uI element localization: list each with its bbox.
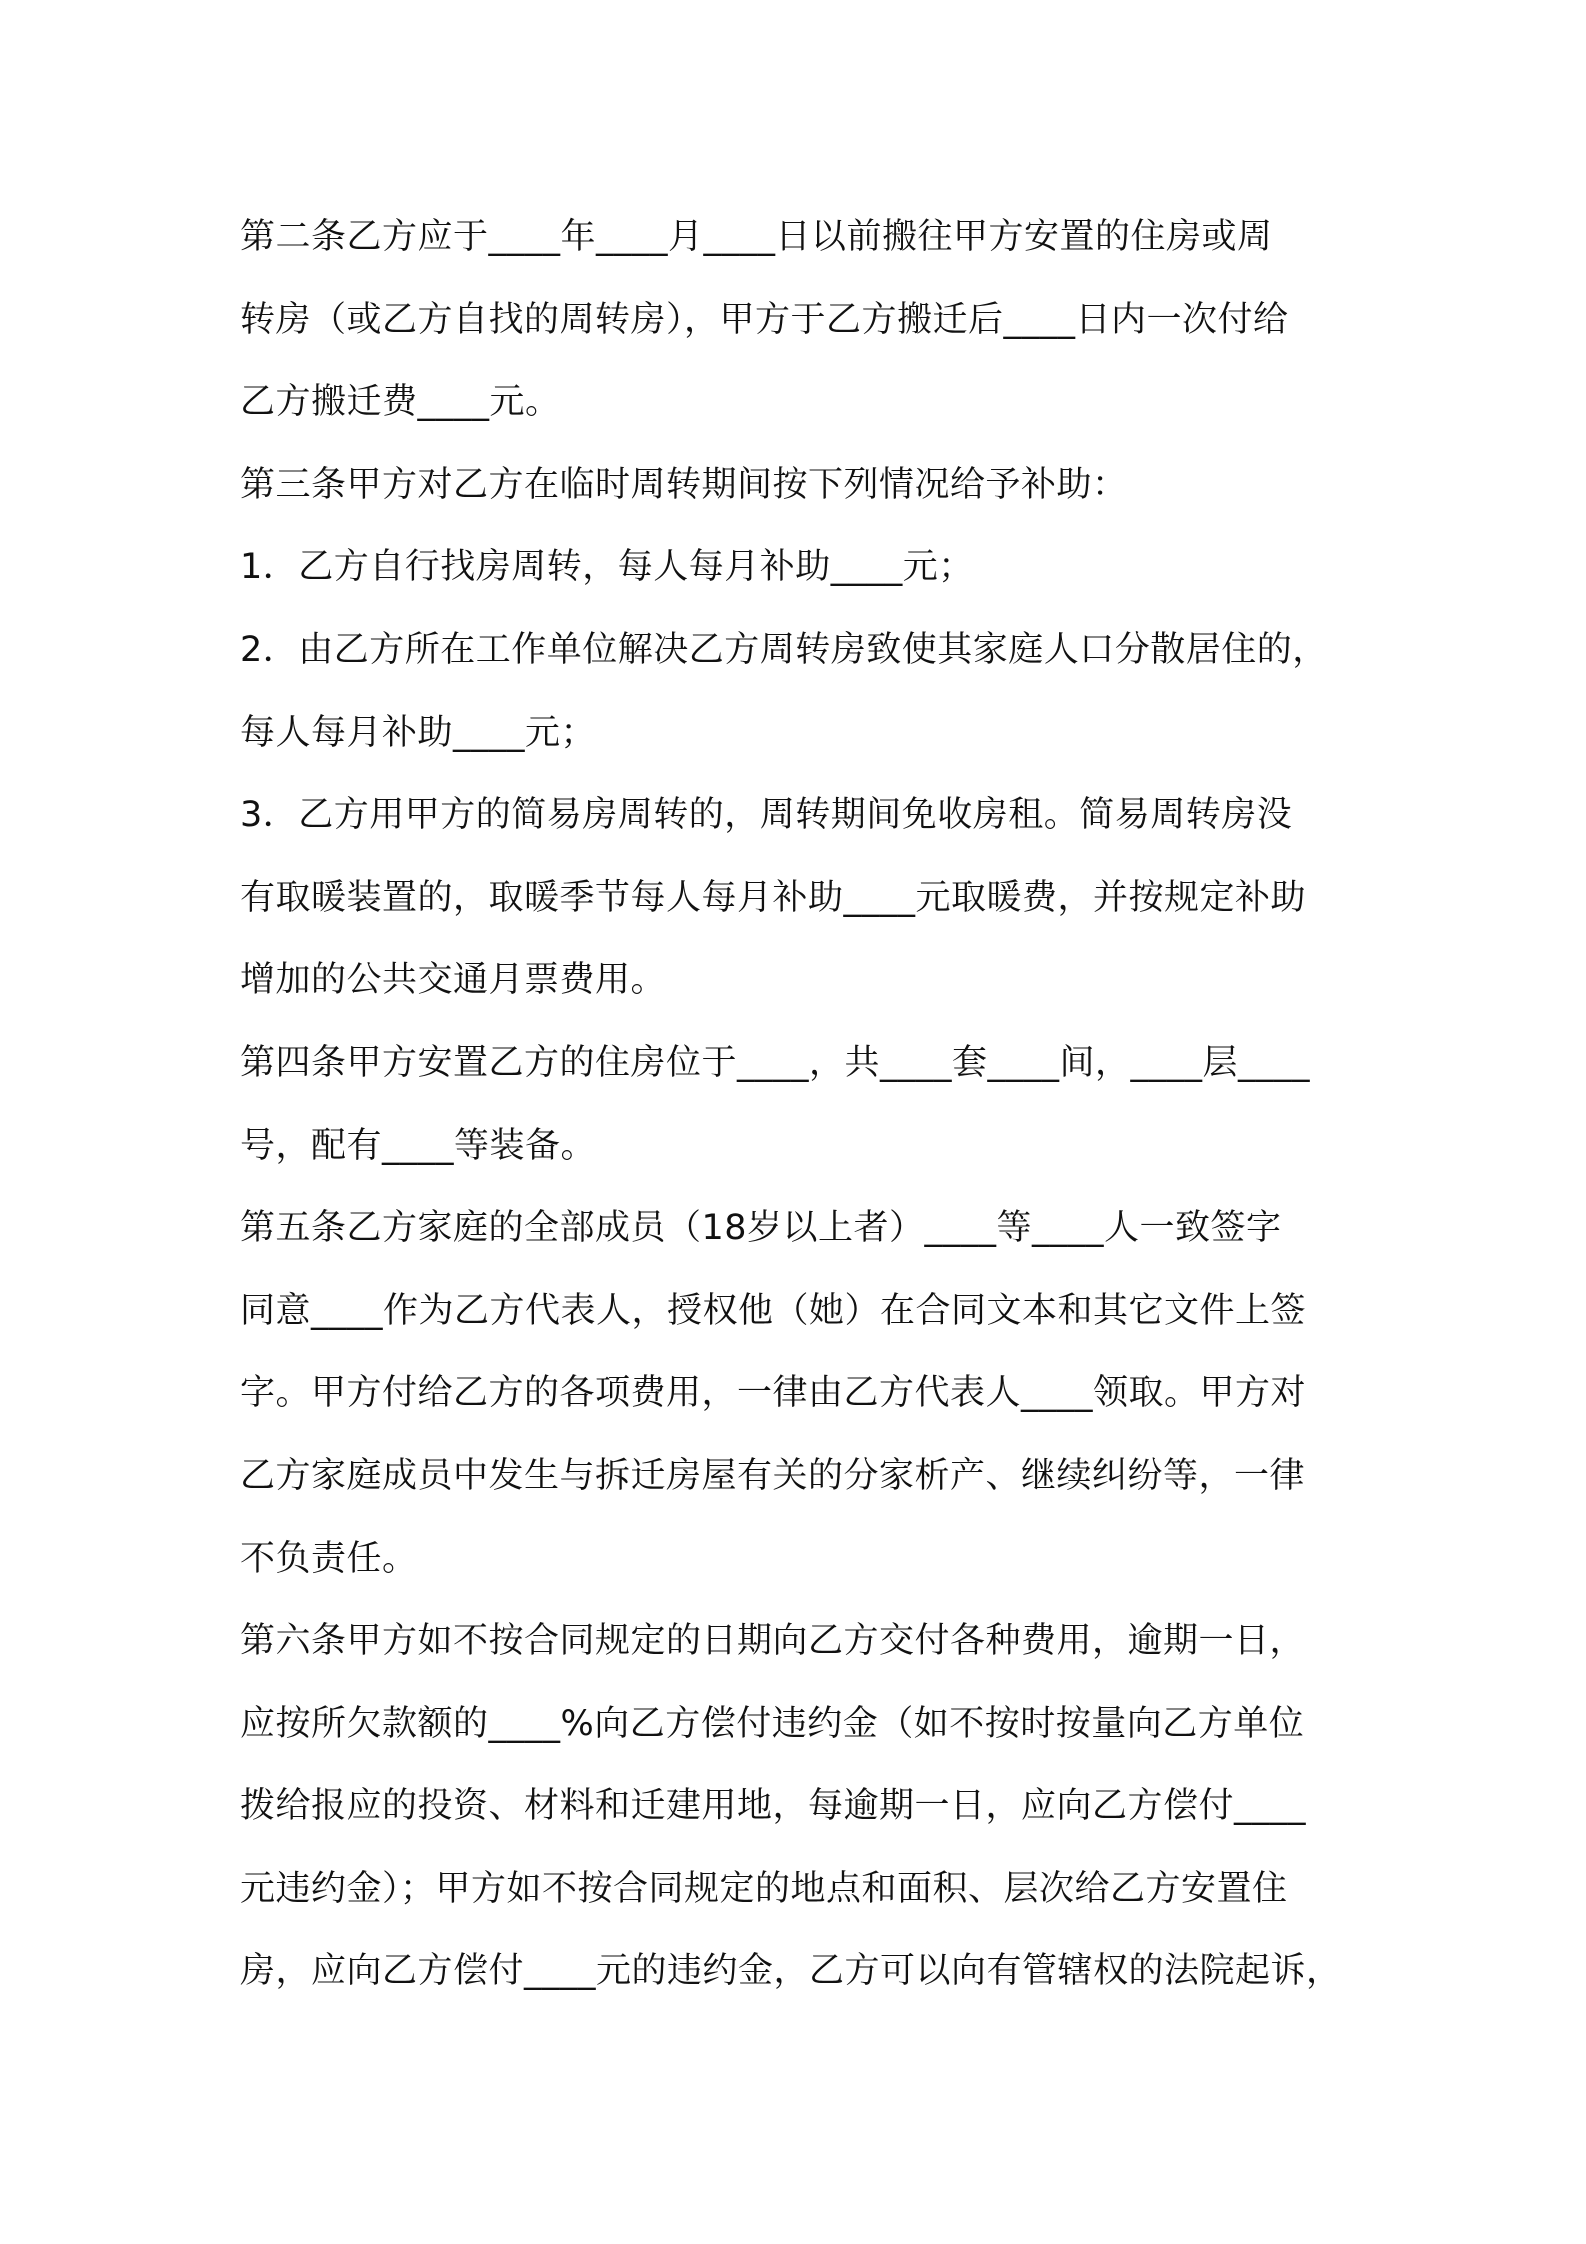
text-line: 转房（或乙方自找的周转房），甲方于乙方搬迁后____日内一次付给 <box>240 299 1289 340</box>
text-line: 增加的公共交通月票费用。 <box>240 960 667 1001</box>
text-line: 每人每月补助____元； <box>240 712 597 753</box>
text-line: 号，配有____等装备。 <box>240 1125 597 1166</box>
text-line: 第五条乙方家庭的全部成员（18岁以上者）____等____人一致签字 <box>240 1208 1282 1249</box>
text-line: 拨给报应的投资、材料和迁建用地，每逾期一日，应向乙方偿付____ <box>240 1786 1307 1827</box>
text-line: 3．乙方用甲方的简易房周转的，周转期间免收房租。简易周转房没 <box>240 795 1293 836</box>
text-line: 不负责任。 <box>240 1538 418 1579</box>
text-line: 房，应向乙方偿付____元的违约金，乙方可以向有管辖权的法院起诉， <box>240 1951 1342 1992</box>
text-line: 有取暖装置的，取暖季节每人每月补助____元取暖费，并按规定补助 <box>240 877 1307 918</box>
text-line: 1．乙方自行找房周转，每人每月补助____元； <box>240 547 974 588</box>
text-line: 应按所欠款额的____%向乙方偿付违约金（如不按时按量向乙方单位 <box>240 1703 1305 1744</box>
text-line: 乙方搬迁费____元。 <box>240 382 561 423</box>
text-line: 同意____作为乙方代表人，授权他（她）在合同文本和其它文件上签 <box>240 1290 1307 1331</box>
document-body <box>240 196 1360 2013</box>
text-line: 乙方家庭成员中发生与拆迁房屋有关的分家析产、继续纠纷等，一律 <box>240 1455 1306 1496</box>
text-line: 第三条甲方对乙方在临时周转期间按下列情况给予补助： <box>240 464 1128 505</box>
text-line: 第六条甲方如不按合同规定的日期向乙方交付各种费用，逾期一日， <box>240 1621 1306 1662</box>
text-line: 2．由乙方所在工作单位解决乙方周转房致使其家庭人口分散居住的， <box>240 629 1328 670</box>
text-line: 第二条乙方应于____年____月____日以前搬往甲方安置的住房或周 <box>240 217 1273 257</box>
text-line: 元违约金）；甲方如不按合同规定的地点和面积、层次给乙方安置住 <box>240 1868 1288 1909</box>
text-line: 第四条甲方安置乙方的住房位于____，共____套____间，____层____ <box>240 1042 1311 1083</box>
text-line: 字。甲方付给乙方的各项费用，一律由乙方代表人____领取。甲方对 <box>240 1373 1307 1414</box>
